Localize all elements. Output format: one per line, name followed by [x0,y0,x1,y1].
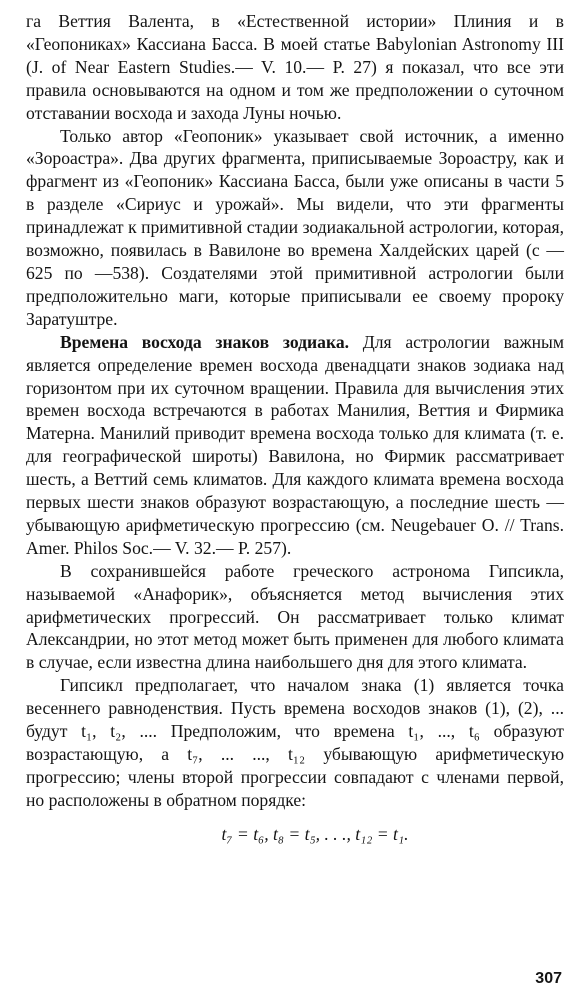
paragraph-2: Только автор «Геопоник» указывает свой источник, а именно «Зороастра». Два других фрагмента, приписываемые Зороастру, как и фрагмент из «Геопоник» Кассиана Басса, были уже описаны в части 5 в разделе «Сириус и урожай». Мы видели, что эти фрагменты принадлежат к примитивной стадии зодиакальной астрологии, которая, возможно, появилась в Вавилоне во времена Халдейских царей (с —625 по —538). Создателями этой примитивной астрологии были предположительно маги, которые приписывали ее своему пророку Заратуштре. [26,125,564,329]
section-title: Времена восхода знаков зодиака. [60,331,350,352]
page-number: 307 [535,970,562,987]
paragraph-4: В сохранившейся работе греческого астронома Гипсикла, называемой «Анафорик», объясняется метод вычисления этих арифметических прогрессий. Он рассматривает только климат Александрии, но этот метод может быть применен для любого климата в случае, если известна длина наибольшего дня для этого климата. [26,560,564,673]
paragraph-3 [26,331,564,560]
paragraph-1: га Веттия Валента, в «Естественной истории» Плиния и в «Геопониках» Кассиана Басса. В моей статье Babylonian Astronomy III (J. of Near Eastern Studies.— V. 10.— P. 27) я показал, что все эти правила основываются на одном и том же предположении о суточном отставании восхода и захода Луны ночью. [26,11,564,123]
formula: t₇ = t₆, t₈ = t₅, . . ., t₁₂ = t₁. [221,823,409,844]
paragraph-3-text: Для астрологии важным является определение времен восхода двенадцати знаков зодиака над горизонтом при их суточном вращении. Правила для вычисления этих времен восхода встречаются в работах Манилия, Веттия и Фирмика Матерна. Манилий приводит времена восхода только для климата (т. е. для географической широты) Вавилона, но Фирмик рассматривает шесть, а Веттий семь климатов. Для каждого климата времена восхода первых шести знаков образуют возрастающую, а последние шесть — убывающую арифметическую прогрессию (см. Neugebauer O. // Trans. Amer. Philos Soc.— V. 32.— P. 257). [26,331,565,558]
paragraph-5: Гипсикл предполагает, что началом знака (1) является точка весеннего равноденствия. Пусть времена восходов знаков (1), (2), ... будут t₁, t₂, .... Предположим, что времена t₁, ..., t₆ образуют возрастающую, а t₇, ... ..., t₁₂ убывающую арифметическую прогрессию; члены второй прогрессии совпадают с членами первой, но расположены в обратном порядке: [26,675,564,810]
